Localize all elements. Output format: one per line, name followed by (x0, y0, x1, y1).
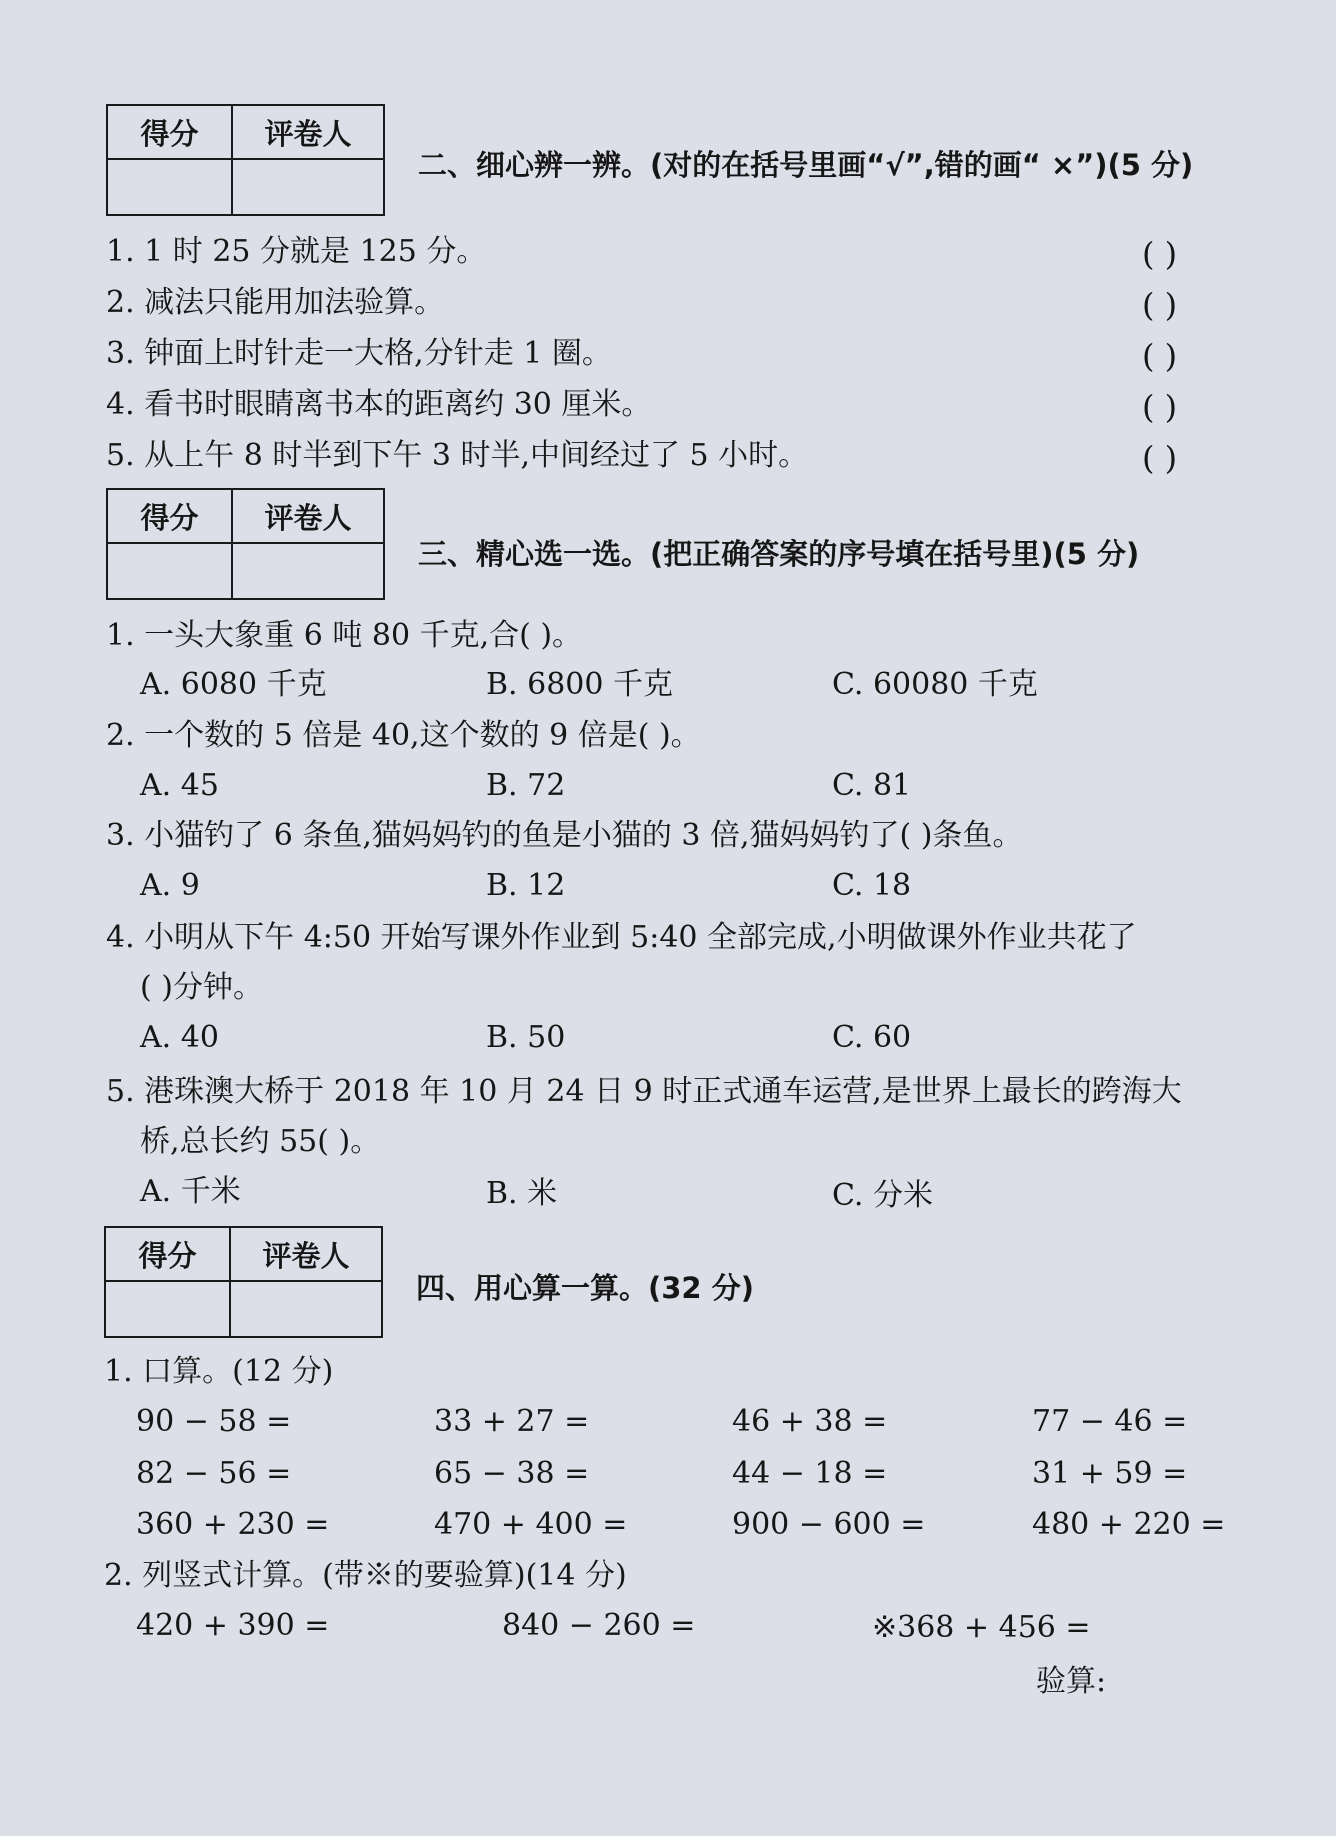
q4-option-b: B. 50 (486, 1020, 566, 1055)
vertical-calc-item: 420 + 390 = (136, 1608, 330, 1643)
grader-cell[interactable] (233, 544, 383, 598)
q1-option-a: A. 6080 千克 (140, 667, 327, 702)
section-3-q4-cont: ( )分钟。 (140, 970, 263, 1005)
oral-calc-item: 65 − 38 = (434, 1456, 590, 1491)
grader-label: 评卷人 (231, 1228, 381, 1282)
vertical-calc-item: 840 − 260 = (502, 1608, 696, 1643)
section-3-q5: 5. 港珠澳大桥于 2018 年 10 月 24 日 9 时正式通车运营,是世界上最长的跨海大 (106, 1074, 1182, 1109)
oral-calc-item: 82 − 56 = (136, 1456, 292, 1491)
answer-paren-3[interactable]: ( ) (1142, 337, 1178, 375)
oral-calc-item: 480 + 220 = (1032, 1507, 1226, 1542)
oral-calc-heading: 1. 口算。(12 分) (104, 1354, 334, 1389)
q2-option-a: A. 45 (140, 768, 219, 803)
section-2-item-5: 5. 从上午 8 时半到下午 3 时半,中间经过了 5 小时。 (106, 438, 809, 473)
section-4-title: 四、用心算一算。(32 分) (416, 1271, 754, 1305)
oral-calc-item: 90 − 58 = (136, 1404, 292, 1439)
grader-cell[interactable] (233, 160, 383, 214)
oral-calc-item: 33 + 27 = (434, 1404, 590, 1439)
answer-paren-2[interactable]: ( ) (1142, 286, 1178, 324)
q3-option-a: A. 9 (140, 868, 200, 903)
score-box-section-2 (106, 104, 385, 216)
section-2-item-4: 4. 看书时眼睛离书本的距离约 30 厘米。 (106, 387, 652, 422)
oral-calc-item: 360 + 230 = (136, 1507, 330, 1542)
oral-calc-item: 44 − 18 = (732, 1456, 888, 1491)
answer-paren-4[interactable]: ( ) (1142, 388, 1178, 426)
section-3-q4: 4. 小明从下午 4:50 开始写课外作业到 5:40 全部完成,小明做课外作业共花了 (106, 920, 1137, 955)
score-cell[interactable] (106, 1282, 231, 1336)
section-3-q5-cont: 桥,总长约 55( )。 (140, 1124, 381, 1159)
score-cell[interactable] (108, 160, 233, 214)
q2-option-c: C. 81 (832, 768, 912, 803)
grader-cell[interactable] (231, 1282, 381, 1336)
section-2-item-2: 2. 减法只能用加法验算。 (106, 285, 445, 320)
oral-calc-item: 46 + 38 = (732, 1404, 888, 1439)
score-box-section-3 (106, 488, 385, 600)
q1-option-b: B. 6800 千克 (486, 667, 674, 702)
grader-label: 评卷人 (233, 490, 383, 544)
q2-option-b: B. 72 (486, 768, 566, 803)
q4-option-a: A. 40 (140, 1020, 219, 1055)
oral-calc-item: 77 − 46 = (1032, 1404, 1188, 1439)
q1-option-c: C. 60080 千克 (832, 667, 1038, 702)
answer-paren-1[interactable]: ( ) (1142, 235, 1178, 273)
section-2-item-3: 3. 钟面上时针走一大格,分针走 1 圈。 (106, 336, 612, 371)
score-box-section-4 (104, 1226, 383, 1338)
q5-option-b: B. 米 (486, 1176, 558, 1211)
score-cell[interactable] (108, 544, 233, 598)
q3-option-c: C. 18 (832, 868, 912, 903)
oral-calc-item: 470 + 400 = (434, 1507, 628, 1542)
section-3-q2: 2. 一个数的 5 倍是 40,这个数的 9 倍是( )。 (106, 718, 701, 753)
section-3-q1: 1. 一头大象重 6 吨 80 千克,合( )。 (106, 618, 583, 653)
q5-option-c: C. 分米 (832, 1178, 933, 1213)
q4-option-c: C. 60 (832, 1020, 912, 1055)
section-2-item-1: 1. 1 时 25 分就是 125 分。 (106, 234, 487, 269)
section-3-title: 三、精心选一选。(把正确答案的序号填在括号里)(5 分) (418, 537, 1140, 571)
answer-paren-5[interactable]: ( ) (1142, 439, 1178, 477)
score-label: 得分 (108, 106, 233, 160)
oral-calc-item: 31 + 59 = (1032, 1456, 1188, 1491)
grader-label: 评卷人 (233, 106, 383, 160)
vertical-calc-item: ※368 + 456 = (872, 1610, 1091, 1645)
section-3-q3: 3. 小猫钓了 6 条鱼,猫妈妈钓的鱼是小猫的 3 倍,猫妈妈钓了( )条鱼。 (106, 818, 1023, 853)
q5-option-a: A. 千米 (140, 1174, 241, 1209)
check-label: 验算: (1036, 1664, 1107, 1699)
oral-calc-item: 900 − 600 = (732, 1507, 926, 1542)
section-2-title: 二、细心辨一辨。(对的在括号里画“√”,错的画“ ×”)(5 分) (418, 148, 1194, 182)
score-label: 得分 (106, 1228, 231, 1282)
score-label: 得分 (108, 490, 233, 544)
q3-option-b: B. 12 (486, 868, 566, 903)
vertical-calc-heading: 2. 列竖式计算。(带※的要验算)(14 分) (104, 1558, 627, 1593)
